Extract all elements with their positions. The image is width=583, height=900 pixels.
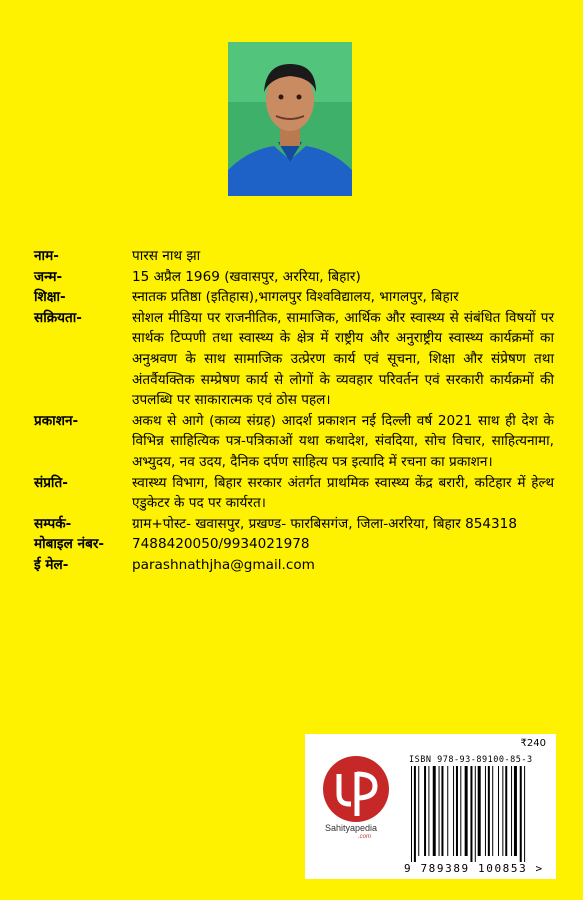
barcode-bar	[460, 766, 461, 856]
barcode-bar	[524, 766, 525, 862]
barcode-bar	[428, 766, 429, 856]
bio-row	[34, 555, 554, 576]
bio-row	[34, 246, 554, 267]
barcode-bar	[511, 766, 512, 856]
bio-label: जन्म-	[34, 268, 63, 285]
barcode-bar	[488, 766, 490, 856]
barcode-bar	[418, 766, 419, 856]
barcode-bars	[409, 766, 547, 862]
barcode-bar	[498, 766, 499, 856]
barcode-bar	[475, 766, 476, 862]
bio-value: अकथ से आगे (काव्य संग्रह) आदर्श प्रकाशन नई दिल्ली वर्ष 2021 साथ ही देश के विभिन्न साहित्यिक पत्र-पत्रिकाओं यथा कथादेश, संवदिया, सोच विचार, साहित्यनामा, अभ्युदय, नव उदय, दैनिक दर्पण साहित्य पत्र इत्यादि में रचना का प्रकाशन।	[132, 412, 554, 470]
bio-label: नाम-	[34, 248, 59, 264]
barcode-number: 9 789389 100853 >	[404, 862, 544, 875]
bio-value: स्वास्थ्य विभाग, बिहार सरकार अंतर्गत प्राथमिक स्वास्थ्य केंद्र बरारी, कटिहार में हेल्थ एडुकेटर के पद पर कार्यरत।	[132, 474, 554, 512]
author-portrait-icon	[228, 42, 352, 196]
bio-value: 7488420050/9934021978	[132, 536, 310, 553]
bio-row	[34, 514, 554, 535]
author-photo	[228, 42, 352, 196]
bio-value: पारस नाथ झा	[132, 248, 201, 264]
author-bio	[34, 246, 554, 576]
bio-label: सम्पर्क-	[34, 515, 72, 532]
bio-row	[34, 287, 554, 308]
barcode-bar	[453, 766, 454, 856]
barcode-bar	[441, 766, 443, 856]
bio-label: सक्रियता-	[34, 309, 82, 326]
barcode-bar	[502, 766, 503, 856]
publisher-suffix: .com	[358, 834, 372, 840]
bio-value: 15 अप्रैल 1969 (खवासपुर, अररिया, बिहार)	[132, 268, 361, 285]
back-cover-barcode-panel	[305, 734, 556, 879]
bio-label: संप्रति-	[34, 474, 68, 491]
barcode-bar	[470, 766, 472, 862]
barcode-bar	[439, 766, 440, 856]
bio-row	[34, 267, 554, 288]
barcode-bar	[447, 766, 448, 856]
price-label: ₹240	[520, 738, 546, 749]
barcode-bar	[492, 766, 493, 856]
bio-label: मोबाइल नंबर-	[34, 536, 105, 553]
barcode-bar	[514, 766, 517, 856]
isbn-text: ISBN 978-93-89100-85-3	[409, 755, 533, 765]
bio-label: ई मेल-	[34, 556, 69, 573]
bio-value: ग्राम+पोस्ट- खवासपुर, प्रखण्ड- फारबिसगंज, जिला-अररिया, बिहार 854318	[132, 515, 517, 532]
barcode-bar	[505, 766, 507, 856]
bio-row	[34, 473, 554, 514]
bio-value: parashnathjha@gmail.com	[132, 556, 315, 573]
bio-row	[34, 411, 554, 473]
bio-row	[34, 534, 554, 555]
barcode-bar	[465, 766, 468, 856]
publisher-name: Sahityapedia	[325, 823, 378, 833]
bio-value: सोशल मीडिया पर राजनीतिक, सामाजिक, आर्थिक और स्वास्थ्य से संबंधित विषयों पर सार्थक टिप्पणी तथा स्वास्थ्य के क्षेत्र में राष्ट्रीय और अनुराष्ट्रीय स्वास्थ्य कार्यक्रमों का अनुश्रवण के साथ सामाजिक उत्प्रेरण कार्य एवं सूचना, शिक्षा और संप्रेषण तथा अंतर्वैयक्तिक सम्प्रेषण कार्य से लोगों के व्यवहार परिवर्तन एवं सरकारी कार्यक्रमों की उपलब्धि पर साकारात्मक एवं ठोस पहल।	[132, 309, 554, 409]
bio-label: प्रकाशन-	[34, 412, 79, 429]
bio-value: स्नातक प्रतिष्ठा (इतिहास),भागलपुर विश्वविद्यालय, भागलपुर, बिहार	[132, 289, 459, 306]
barcode-bar	[433, 766, 436, 856]
barcode-bar	[478, 766, 481, 856]
bio-label: शिक्षा-	[34, 289, 66, 306]
barcode-bar	[485, 766, 486, 856]
bio-row	[34, 308, 554, 411]
barcode-bar	[414, 766, 416, 862]
barcode-bar	[411, 766, 412, 862]
barcode-bar	[520, 766, 522, 862]
sahityapedia-logo-icon	[317, 754, 395, 824]
barcode-bar	[424, 766, 426, 856]
barcode-bar	[456, 766, 458, 856]
